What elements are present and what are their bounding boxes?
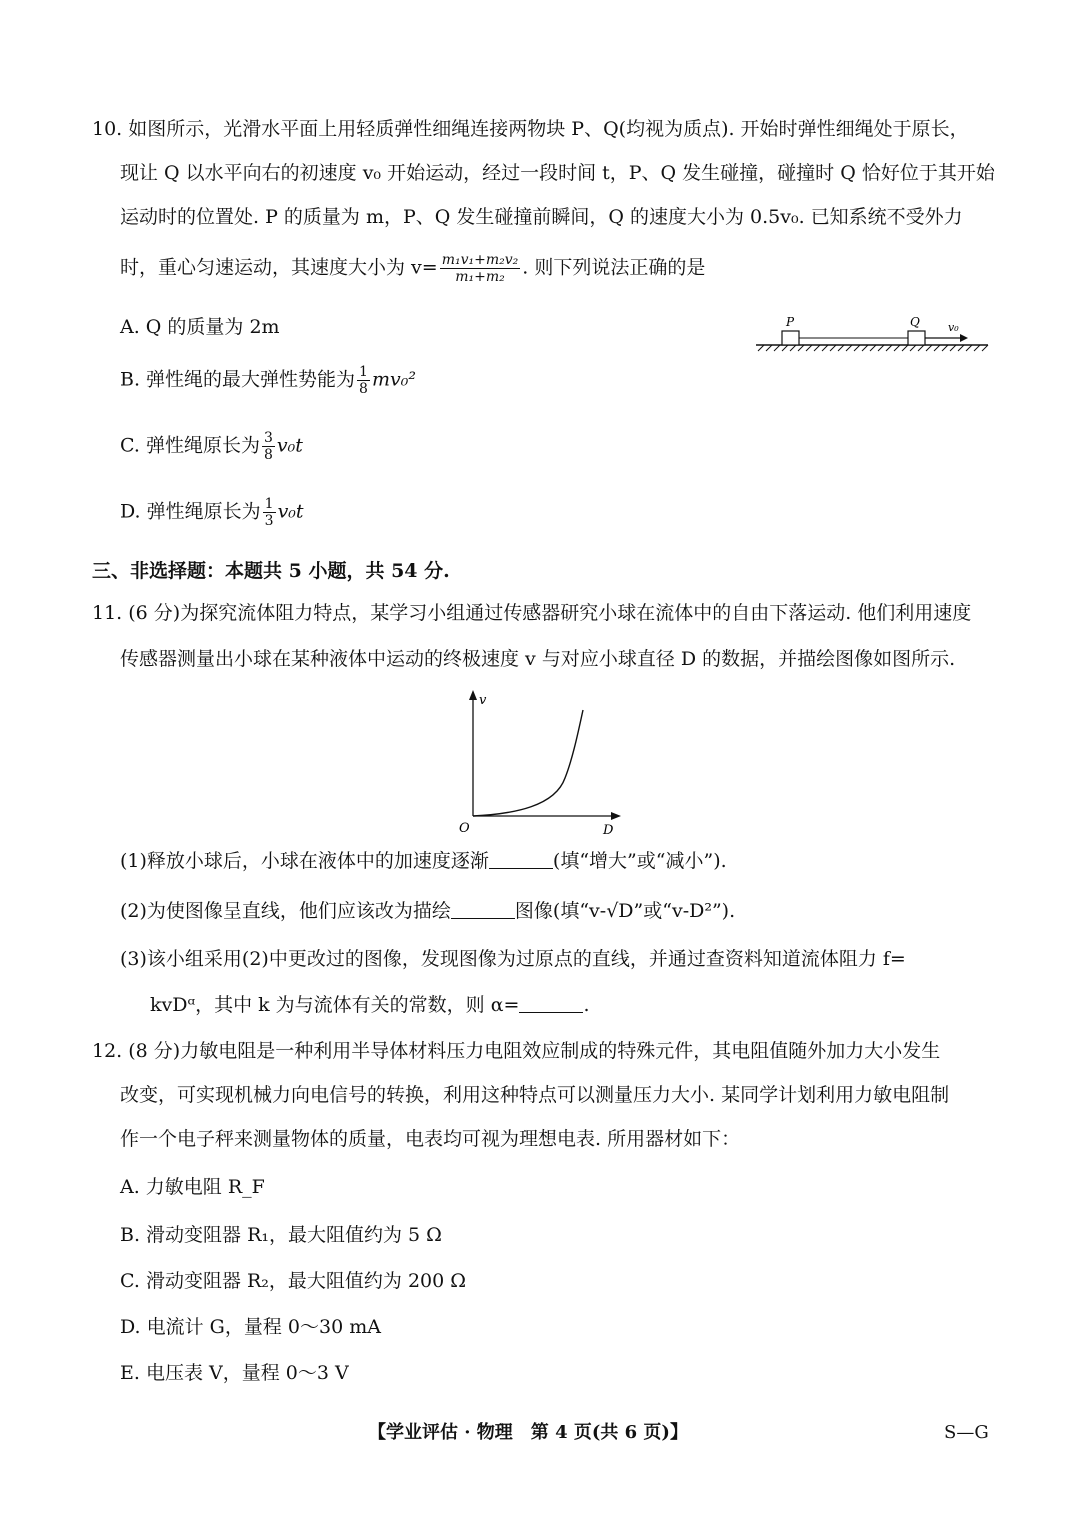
option-d-den: 3: [264, 513, 274, 530]
answer-blank-3[interactable]: [519, 996, 583, 1013]
paper-code: S—G: [944, 1422, 989, 1443]
q10-option-b: [120, 364, 416, 397]
q10-option-d: [120, 496, 304, 529]
x-axis-label: D: [603, 823, 614, 838]
label-v0: v₀: [948, 321, 959, 334]
option-b-num: 1: [359, 364, 368, 380]
sub3-prefix: kvDᵅ，其中 k 为与流体有关的常数，则 α=: [150, 994, 520, 1016]
label-p: P: [786, 315, 795, 329]
origin-label: O: [459, 821, 470, 836]
q11-sub1: [120, 852, 727, 871]
fraction-numerator: m₁v₁+m₂v₂: [441, 252, 519, 268]
q12-line2: 改变，可实现机械力向电信号的转换，利用这种特点可以测量压力大小. 某同学计划利用力敏电阻制: [120, 1084, 950, 1106]
q11-sub2: [120, 902, 735, 921]
q10-option-a: A. Q 的质量为 2m: [120, 316, 280, 338]
option-d-num: 1: [264, 496, 274, 512]
sub1-suffix: (填“增大”或“减小”).: [552, 850, 727, 872]
option-b-expr: mv₀²: [371, 368, 416, 391]
q10-line3: 运动时的位置处. P 的质量为 m，P、Q 发生碰撞前瞬间，Q 的速度大小为 0.5v₀. 已知系统不受外力: [120, 206, 963, 228]
option-d-text: D. 弹性绳原长为: [120, 500, 261, 523]
blocks-figure: [752, 312, 992, 356]
q10-option-c: [120, 430, 303, 463]
option-d-expr: v₀t: [277, 500, 304, 523]
q10-line4-suffix: . 则下列说法正确的是: [522, 256, 706, 279]
option-c-expr: v₀t: [276, 434, 303, 457]
y-axis-label: v: [479, 693, 487, 708]
sub1-prefix: (1)释放小球后，小球在液体中的加速度逐渐: [120, 850, 489, 872]
velocity-curve: [473, 710, 583, 816]
q11-line1: 11. (6 分)为探究流体阻力特点，某学习小组通过传感器研究小球在流体中的自由下落运动. 他们利用速度: [92, 602, 972, 624]
center-of-mass-fraction: [440, 252, 521, 285]
q12-item-b: B. 滑动变阻器 R₁，最大阻值约为 5 Ω: [120, 1224, 442, 1246]
fraction-denominator: m₁+m₂: [455, 269, 505, 286]
q12-item-e: E. 电压表 V，量程 0～3 V: [120, 1362, 349, 1384]
velocity-diameter-graph: [455, 688, 630, 838]
q10-line2: 现让 Q 以水平向右的初速度 v₀ 开始运动，经过一段时间 t，P、Q 发生碰撞，碰撞时 Q 恰好位于其开始: [120, 162, 995, 184]
q11-sub3-line2: [150, 996, 590, 1015]
q10-line4-prefix: 时，重心匀速运动，其速度大小为 v=: [120, 256, 438, 279]
q10-line4: [120, 252, 705, 285]
q12-line3: 作一个电子秤来测量物体的质量，电表均可视为理想电表. 所用器材如下：: [120, 1128, 741, 1150]
answer-blank-1[interactable]: [489, 852, 553, 869]
x-axis-arrow-icon: [611, 812, 621, 820]
block-p: [782, 331, 799, 345]
sub2-suffix: 图像(填“v-√D”或“v-D²”).: [514, 900, 736, 922]
q11-sub3-line1: (3)该小组采用(2)中更改过的图像，发现图像为过原点的直线，并通过查资料知道流体阻力 f=: [120, 948, 906, 970]
option-d-fraction: [263, 496, 276, 529]
q11-line2: 传感器测量出小球在某种液体中运动的终极速度 v 与对应小球直径 D 的数据，并描绘图像如图所示.: [120, 648, 956, 670]
y-axis-arrow-icon: [469, 690, 477, 700]
sub2-prefix: (2)为使图像呈直线，他们应该改为描绘: [120, 900, 451, 922]
q10-line1: 10. 如图所示，光滑水平面上用轻质弹性细绳连接两物块 P、Q(均视为质点). 开始时弹性细绳处于原长，: [92, 118, 969, 140]
option-b-den: 8: [359, 381, 368, 398]
ground-hatching: [758, 345, 988, 351]
option-c-fraction: [262, 430, 275, 463]
option-b-text: B. 弹性绳的最大弹性势能为: [120, 368, 356, 391]
q12-item-a: A. 力敏电阻 R_F: [120, 1176, 265, 1198]
option-b-fraction: [357, 364, 370, 397]
label-q: Q: [910, 315, 920, 329]
answer-blank-2[interactable]: [451, 902, 515, 919]
q12-line1: 12. (8 分)力敏电阻是一种利用半导体材料压力电阻效应制成的特殊元件，其电阻值随外加力大小发生: [92, 1040, 941, 1062]
q12-item-c: C. 滑动变阻器 R₂，最大阻值约为 200 Ω: [120, 1270, 466, 1292]
arrow-head-icon: [960, 334, 968, 342]
q12-item-d: D. 电流计 G，量程 0～30 mA: [120, 1316, 381, 1338]
option-c-num: 3: [263, 430, 273, 446]
section-3-header: 三、非选择题：本题共 5 小题，共 54 分.: [92, 560, 450, 582]
sub3-suffix: .: [583, 994, 590, 1016]
option-c-den: 8: [263, 447, 273, 464]
option-c-text: C. 弹性绳原长为: [120, 434, 260, 457]
block-q: [908, 331, 925, 345]
page-footer: 【学业评估 · 物理 第 4 页(共 6 页)】: [368, 1422, 688, 1443]
